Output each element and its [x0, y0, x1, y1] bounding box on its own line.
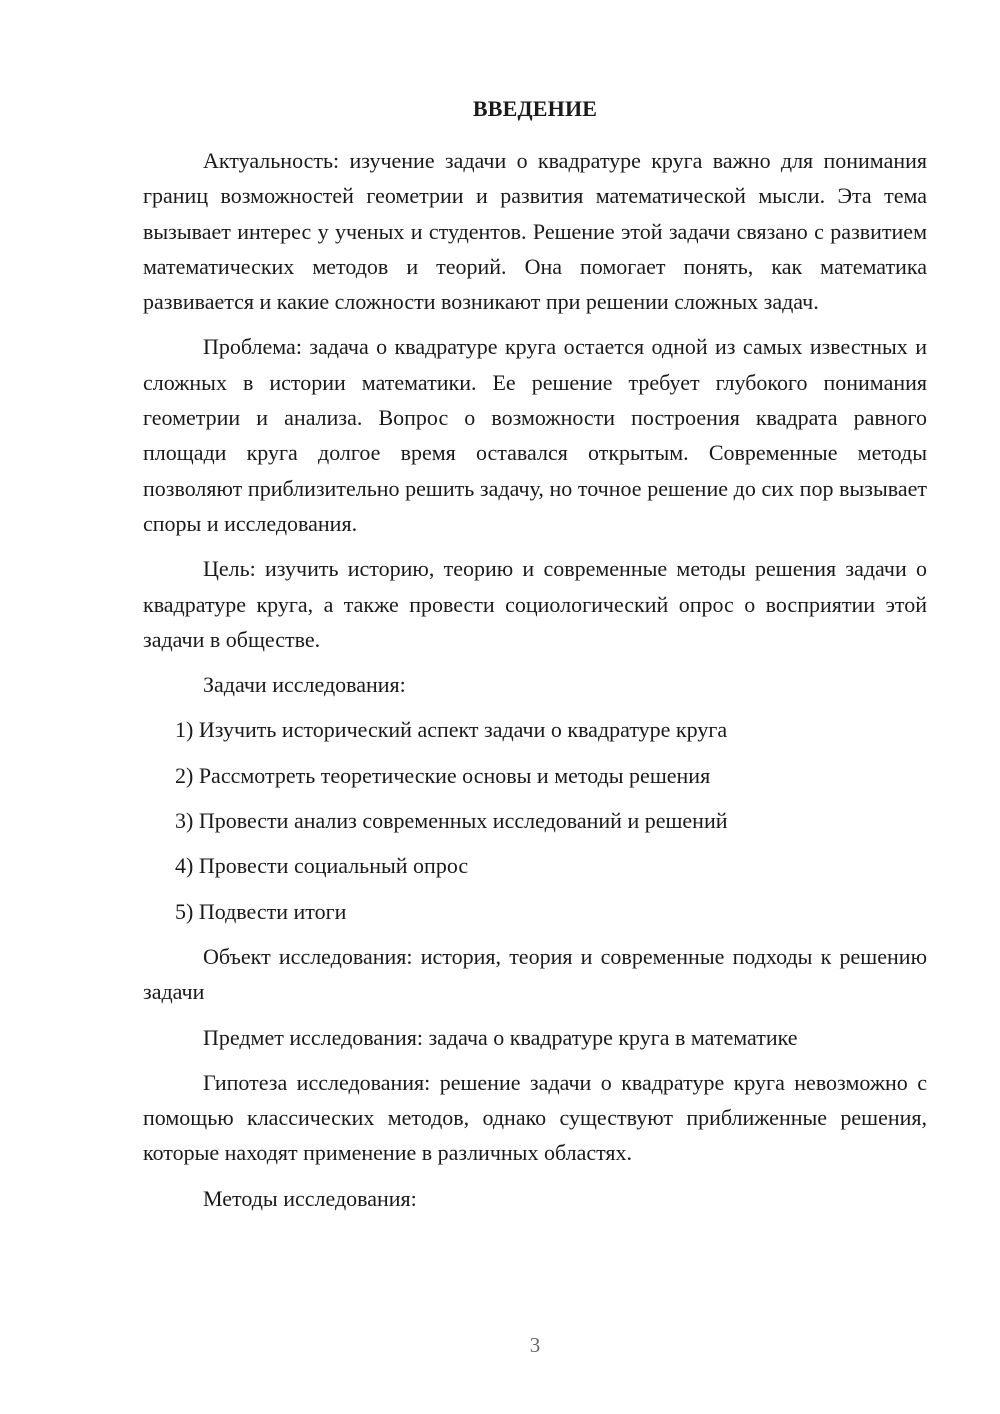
relevance-paragraph: Актуальность: изучение задачи о квадратуре круга важно для понимания границ возможностей геометрии и развития математической мысли. Эта тема вызывает интерес у ученых и студентов. Решение этой задачи связано с развитием математических методов и теорий. Она помогает понять, как математика развивается и какие сложности возникают при решении сложных задач.: [143, 148, 927, 315]
list-item: 1) Изучить исторический аспект задачи о квадратуре круга: [175, 717, 728, 743]
list-item: 5) Подвести итоги: [175, 898, 347, 924]
list-item: 2) Рассмотреть теоретические основы и методы решения: [175, 762, 711, 788]
object-paragraph: Объект исследования: история, теория и современные подходы к решению задачи: [143, 943, 927, 1005]
subject-paragraph: Предмет исследования: задача о квадратуре круга в математике: [203, 1024, 798, 1050]
document-body: [143, 143, 927, 1226]
page-title: ВВЕДЕНИЕ: [472, 96, 598, 121]
list-item: 4) Провести социальный опрос: [175, 853, 469, 879]
page-number: 3: [529, 1333, 541, 1357]
hypothesis-paragraph: Гипотеза исследования: решение задачи о квадратуре круга невозможно с помощью классических методов, однако существуют приближенные решения, которые находят применение в различных областях.: [143, 1069, 927, 1166]
tasks-label: Задачи исследования:: [203, 672, 406, 698]
list-item: 3) Провести анализ современных исследований и решений: [175, 808, 728, 834]
problem-paragraph: Проблема: задача о квадратуре круга остается одной из самых известных и сложных в истории математики. Ее решение требует глубокого понимания геометрии и анализа. Вопрос о возможности построения квадрата равного площади круга долгое время оставался открытым. Современные методы позволяют приблизительно решить задачу, но точное решение до сих пор вызывает споры и исследования.: [143, 334, 927, 536]
goal-paragraph: Цель: изучить историю, теорию и современные методы решения задачи о квадратуре круга, а также провести социологический опрос о восприятии этой задачи в обществе.: [143, 556, 927, 652]
tasks-list: [143, 712, 927, 928]
methods-label: Методы исследования:: [203, 1185, 417, 1211]
